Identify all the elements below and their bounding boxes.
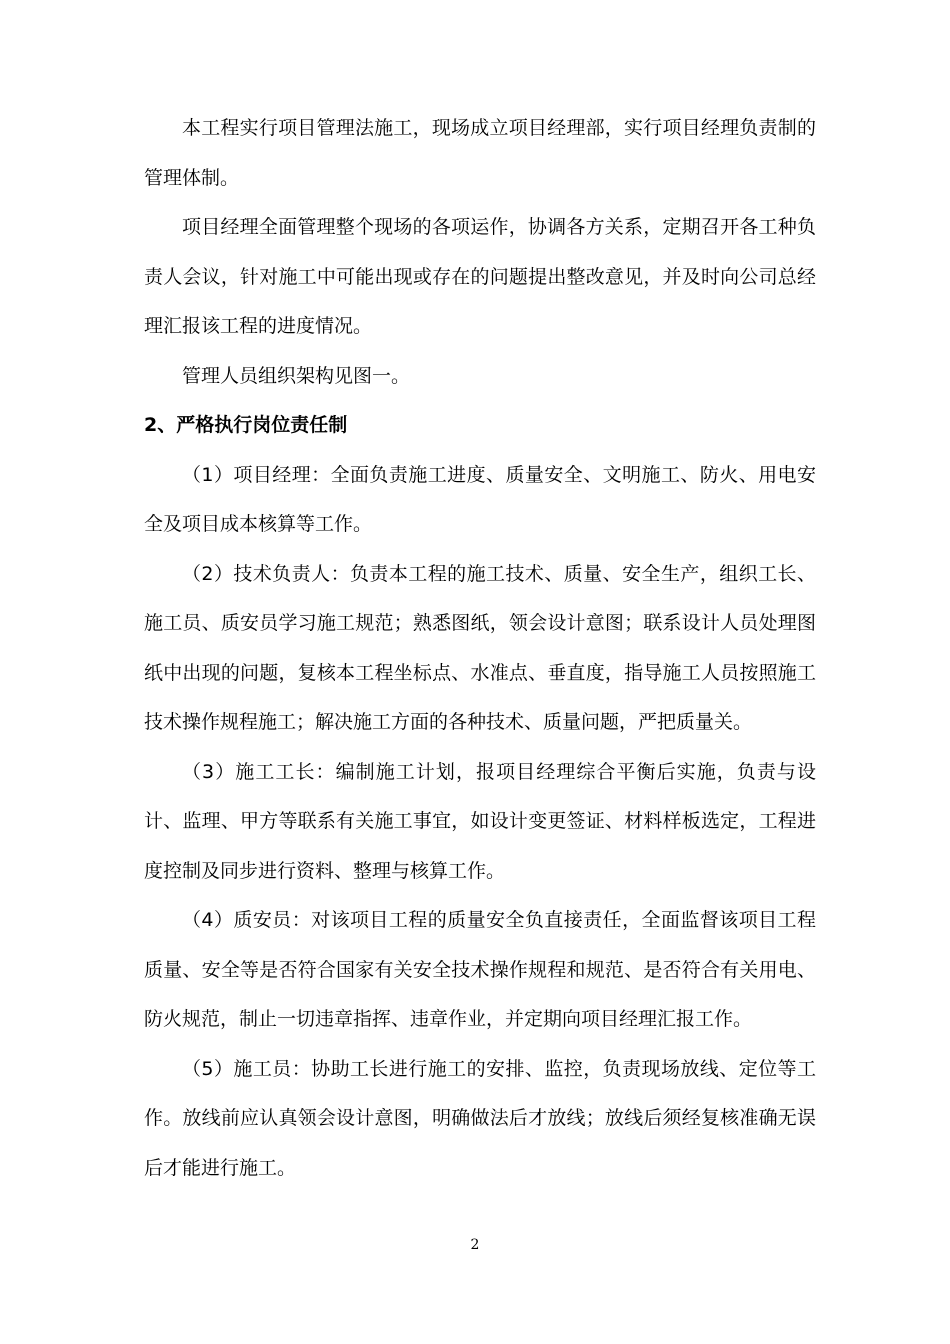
duty-construction-foreman: （3）施工工长：编制施工计划，报项目经理综合平衡后实施，负责与设计、监理、甲方等联系有关施工事宜，如设计变更签证、材料样板选定，工程进度控制及同步进行资料、整理与核算工作。 [144,760,816,882]
document-body [144,104,816,1193]
paragraph-management-system: 本工程实行项目管理法施工，现场成立项目经理部，实行项目经理负责制的管理体制。 [144,117,816,189]
duty-technical-lead: （2）技术负责人：负责本工程的施工技术、质量、安全生产，组织工长、施工员、质安员学习施工规范；熟悉图纸，领会设计意图；联系设计人员处理图纸中出现的问题，复核本工程坐标点、水准点、垂直度，指导施工人员按照施工技术操作规程施工；解决施工方面的各种技术、质量问题，严把质量关。 [144,562,816,733]
duty-construction-worker: （5）施工员：协助工长进行施工的安排、监控，负责现场放线、定位等工作。放线前应认真领会设计意图，明确做法后才放线；放线后须经复核准确无误后才能进行施工。 [144,1057,816,1179]
paragraph-project-manager-role: 项目经理全面管理整个现场的各项运作，协调各方关系，定期召开各工种负责人会议，针对施工中可能出现或存在的问题提出整改意见，并及时向公司总经理汇报该工程的进度情况。 [144,216,816,337]
duty-project-manager: （1）项目经理：全面负责施工进度、质量安全、文明施工、防火、用电安全及项目成本核算等工作。 [144,463,816,535]
page-number: 2 [470,1237,480,1253]
paragraph-org-chart-reference: 管理人员组织架构见图一。 [182,364,411,387]
section-heading: 2、严格执行岗位责任制 [144,414,348,436]
duty-quality-safety-officer: （4）质安员：对该项目工程的质量安全负直接责任，全面监督该项目工程质量、安全等是否符合国家有关安全技术操作规程和规范、是否符合有关用电、防火规范，制止一切违章指挥、违章作业，并定期向项目经理汇报工作。 [144,909,816,1030]
